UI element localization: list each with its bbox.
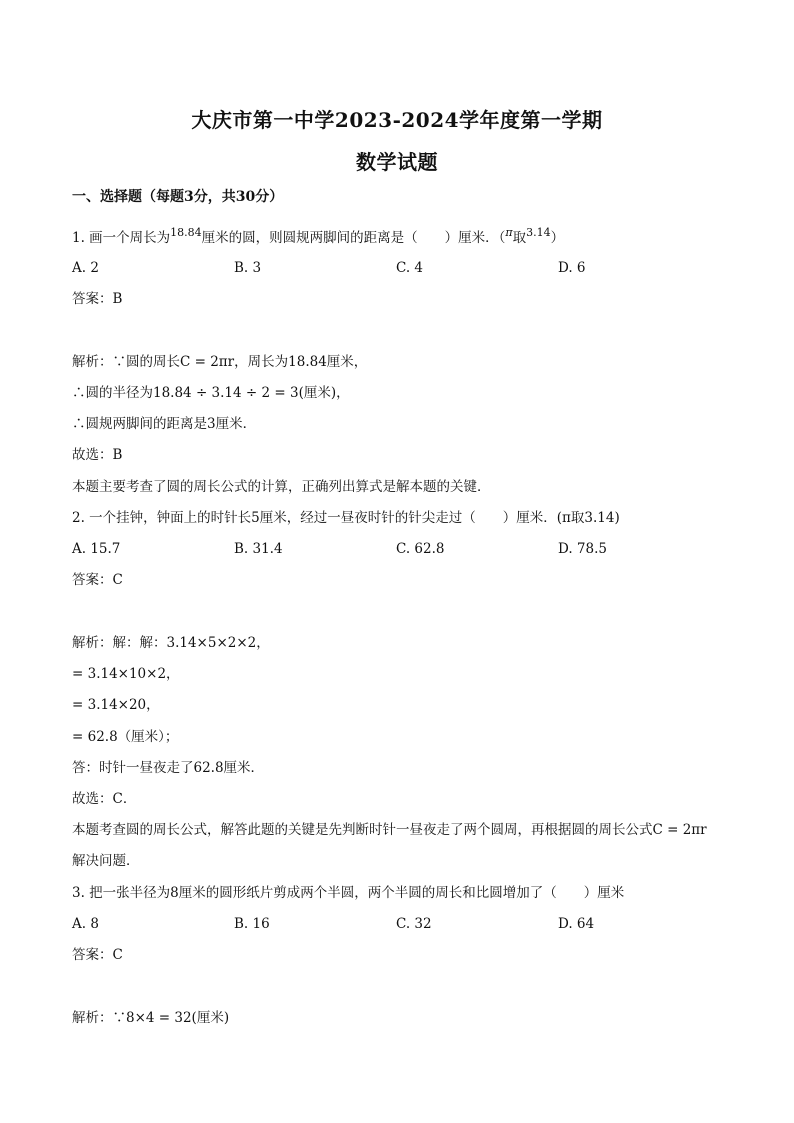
q1-pi-value: 3.14 [526,226,551,239]
page-title: 大庆市第一中学2023-2024学年度第一学期 [191,108,603,132]
q1-analysis-line: 解析：∵圆的周长C = 2πr，周长为18.84厘米， [72,354,368,370]
question-1-stem [72,224,564,247]
page-subtitle: 数学试题 [356,150,438,174]
q1-analysis-line: 本题主要考查了圆的周长公式的计算，正确列出算式是解本题的关键． [72,479,491,495]
q1-stem-part: 厘米的圆，则圆规两脚间的距离是（ ）厘米．（ [201,230,506,246]
q3-analysis-line: 解析：∵8×4 = 32(厘米) [72,1010,230,1026]
question-3-stem: 3. 把一张半径为8厘米的圆形纸片剪成两个半圆，两个半圆的周长和比圆增加了（ ）厘米 [72,885,625,901]
q3-option-c: C. 32 [396,916,432,932]
q1-stem-part: 取 [512,230,527,246]
q2-option-b: B. 31.4 [234,541,283,557]
q2-analysis-line: 解析：解：解：3.14×5×2×2， [72,635,270,651]
q1-circumference-value: 18.84 [170,226,202,239]
q1-stem-part: 1. 画一个周长为 [72,230,171,246]
q1-analysis-line: ∴圆规两脚间的距离是3厘米． [72,416,257,432]
q2-analysis-line: = 3.14×20， [72,697,160,713]
q2-analysis-line: 本题考查圆的周长公式，解答此题的关键是先判断时针一昼夜走了两个圆周，再根据圆的周长公式C = 2πr [72,822,707,838]
q1-option-b: B. 3 [234,260,262,276]
q1-analysis-line: 故选：B [72,447,123,463]
q1-option-a: A. 2 [72,260,99,276]
q3-answer: 答案：C [72,947,123,963]
q2-answer: 答案：C [72,572,123,588]
q2-analysis-line: 解决问题． [72,853,140,869]
q3-option-a: A. 8 [72,916,99,932]
q2-option-c: C. 62.8 [396,541,445,557]
section-heading: 一、选择题（每题3分，共30分） [72,189,284,205]
q3-option-b: B. 16 [234,916,270,932]
q3-option-d: D. 64 [558,916,595,932]
q1-analysis-line: ∴圆的半径为18.84 ÷ 3.14 ÷ 2 = 3(厘米)， [72,385,350,401]
q2-analysis-line: 答：时针一昼夜走了62.8厘米． [72,760,265,776]
q2-option-d: D. 78.5 [558,541,607,557]
question-2-stem: 2. 一个挂钟，钟面上的时针长5厘米，经过一昼夜时针的针尖走过（ ）厘米．(π取3.14) [72,510,620,526]
q1-stem-part: ） [550,230,565,246]
q1-option-c: C. 4 [396,260,424,276]
q1-pi-symbol: π [505,226,513,239]
q2-analysis-line: = 62.8（厘米）； [72,729,179,745]
q1-answer: 答案：B [72,291,123,307]
q2-analysis-line: = 3.14×10×2， [72,666,180,682]
q2-analysis-line: 故选：C． [72,791,137,807]
q1-option-d: D. 6 [558,260,586,276]
q2-option-a: A. 15.7 [72,541,121,557]
